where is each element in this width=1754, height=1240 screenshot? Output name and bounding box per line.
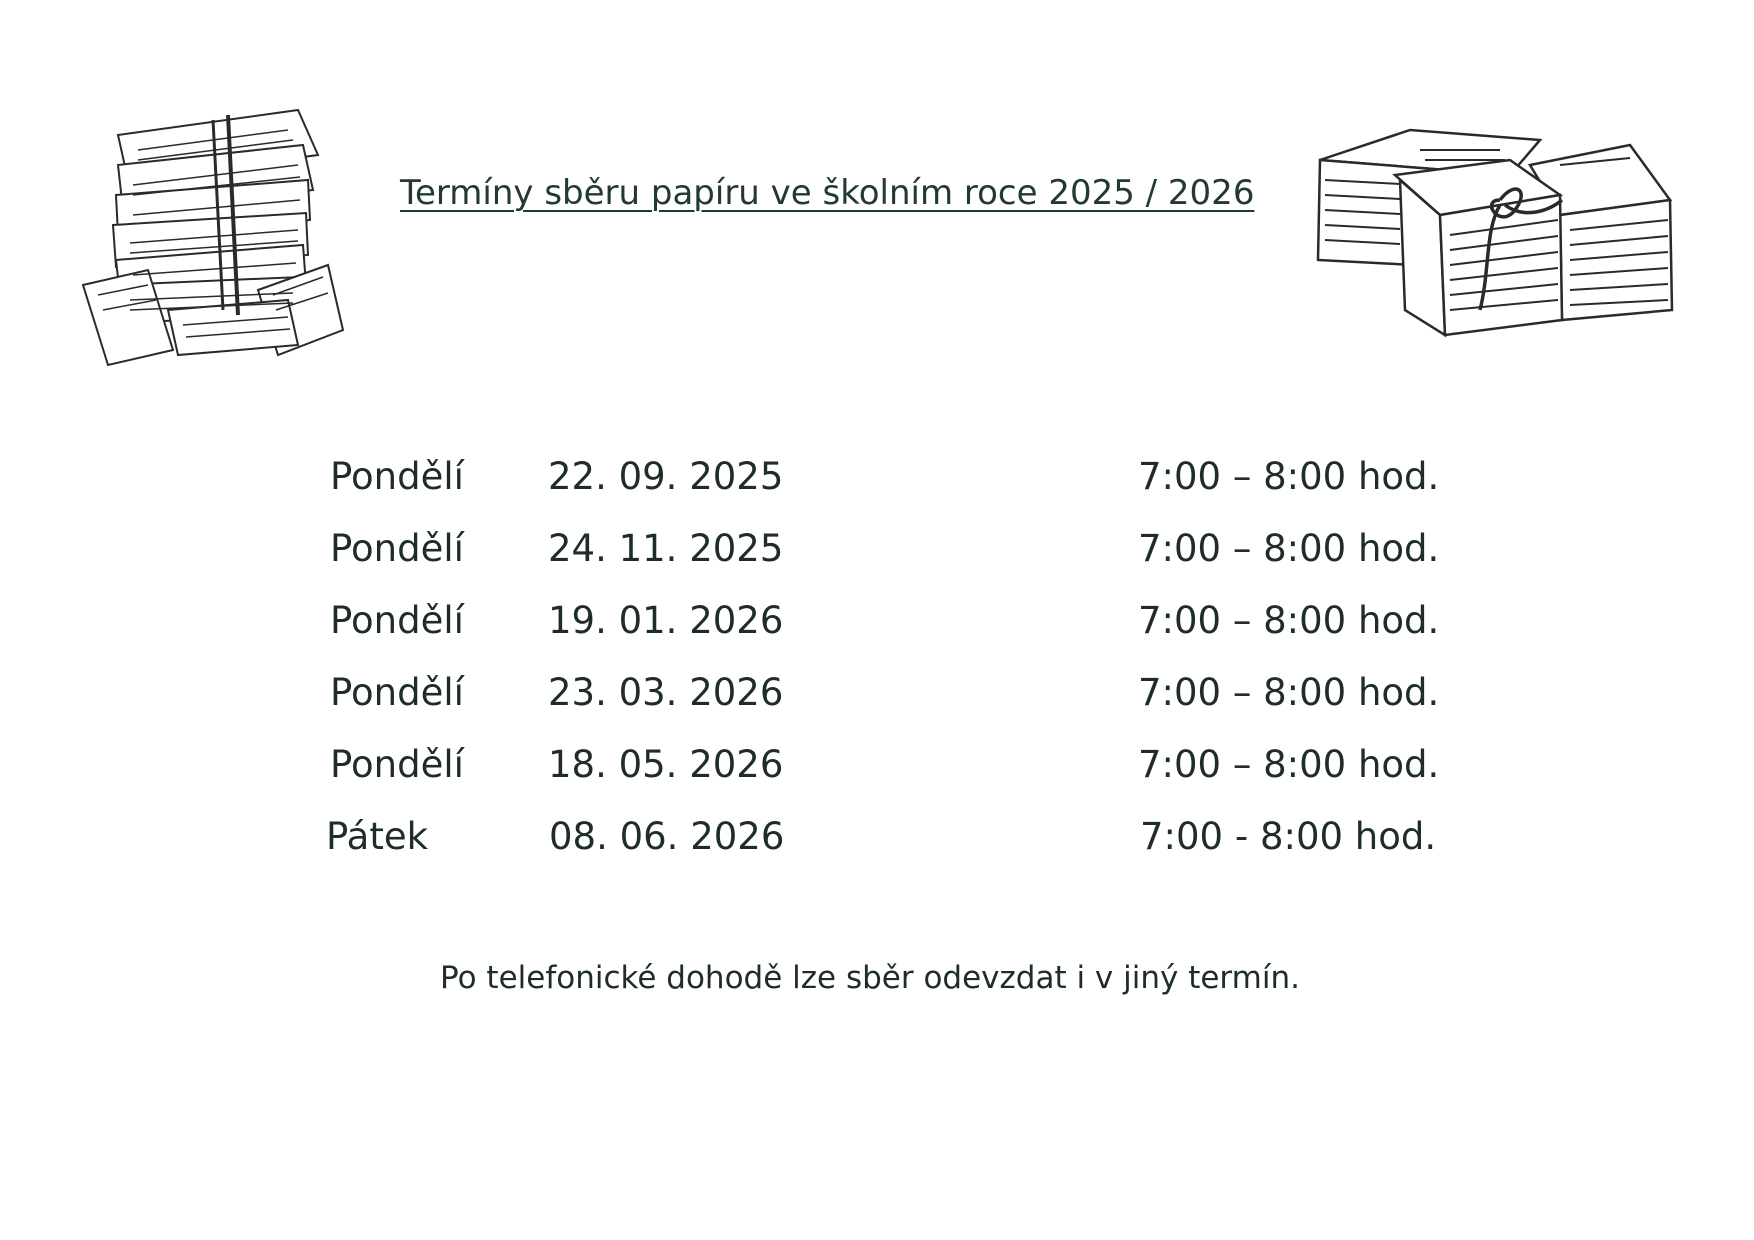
schedule-date: 08. 06. 2026 [549, 815, 785, 858]
schedule-day: Pondělí [330, 671, 464, 714]
schedule-day: Pondělí [330, 743, 464, 786]
schedule-day: Pondělí [330, 455, 464, 498]
schedule-time: 7:00 - 8:00 hod. [1140, 815, 1437, 858]
schedule-date: 19. 01. 2026 [548, 599, 784, 642]
schedule-date: 23. 03. 2026 [548, 671, 784, 714]
schedule-time: 7:00 – 8:00 hod. [1138, 527, 1440, 570]
newspaper-stack-illustration [78, 95, 378, 375]
schedule-date: 24. 11. 2025 [548, 527, 784, 570]
schedule-time: 7:00 – 8:00 hod. [1138, 671, 1440, 714]
schedule-day: Pátek [326, 815, 429, 858]
schedule-day: Pondělí [330, 527, 464, 570]
schedule-date: 22. 09. 2025 [548, 455, 784, 498]
footer-note: Po telefonické dohodě lze sběr odevzdat i v jiný termín. [440, 960, 1300, 996]
schedule-time: 7:00 – 8:00 hod. [1138, 599, 1440, 642]
schedule-day: Pondělí [330, 599, 464, 642]
tied-paper-bundles-illustration [1300, 120, 1680, 350]
schedule-time: 7:00 – 8:00 hod. [1138, 455, 1440, 498]
schedule-time: 7:00 – 8:00 hod. [1138, 743, 1440, 786]
schedule-date: 18. 05. 2026 [548, 743, 784, 786]
page-title: Termíny sběru papíru ve školním roce 2025 / 2026 [400, 173, 1255, 213]
